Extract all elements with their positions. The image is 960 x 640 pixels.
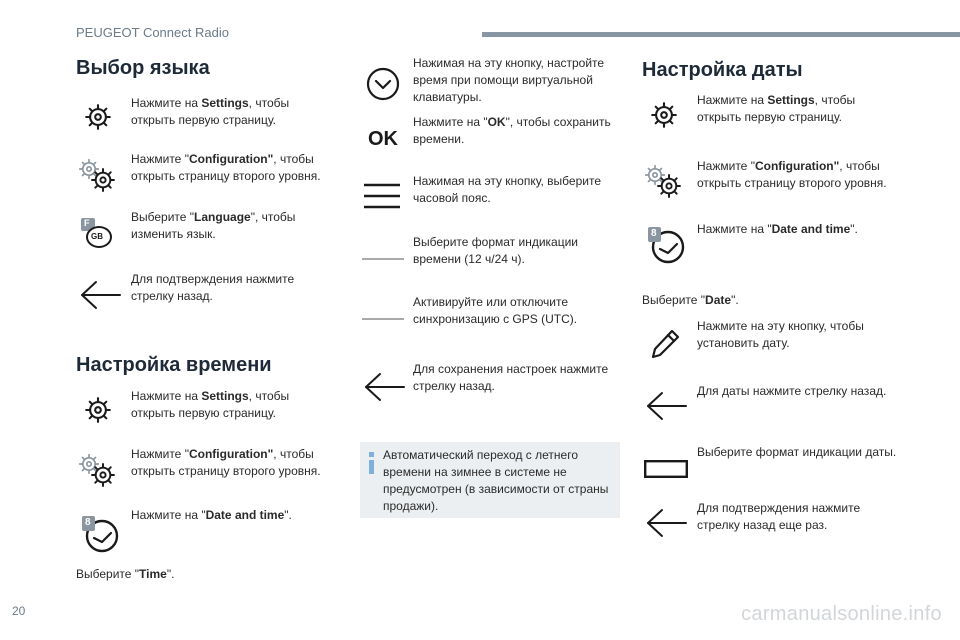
page-number: 20: [12, 604, 26, 618]
page-header-title: PEUGEOT Connect Radio: [76, 25, 229, 40]
pencil-icon: [648, 327, 682, 361]
back-arrow-icon: [362, 371, 406, 403]
header-bar: [482, 32, 960, 37]
toggle-line-icon: [362, 258, 404, 260]
ok-icon: OK: [368, 128, 398, 150]
date-step-5: Для даты нажмите стрелку назад.: [697, 384, 887, 398]
clock-8-icon: 8: [80, 514, 120, 554]
gear-icon: [650, 101, 678, 129]
rectangle-icon: [644, 460, 688, 478]
double-gear-icon: [78, 158, 118, 194]
gear-icon: [84, 103, 112, 131]
date-heading: Настройка даты: [642, 59, 803, 81]
date-step-1: Нажмите на Settings, чтобы открыть первую страницу.: [697, 93, 856, 124]
middle-step-5: Активируйте или отключите синхронизацию с GPS (UTC).: [413, 295, 578, 326]
back-arrow-icon: [644, 390, 688, 422]
toggle-line-icon: [362, 318, 404, 320]
watermark: carmanualsonline.info: [741, 603, 942, 625]
date-select-label: Выберите "Date".: [642, 293, 739, 307]
chevron-down-icon: [366, 67, 400, 101]
middle-step-6: Для сохранения настроек нажмите стрелку назад.: [413, 362, 609, 393]
date-step-3: Нажмите на "Date and time".: [697, 222, 858, 236]
menu-icon: [364, 183, 400, 209]
middle-step-2: Нажмите на "OK", чтобы сохранить времени.: [413, 115, 611, 146]
info-icon: [368, 452, 376, 474]
back-arrow-icon: [644, 507, 688, 539]
info-text: Автоматический переход с летнего времени на зимнее в системе не предусмотрен (в зависимости от страны продажи).: [383, 448, 609, 513]
time-step-2: Нажмите "Configuration", чтобы открыть страницу второго уровня.: [131, 447, 321, 478]
language-step-2: Нажмите "Configuration", чтобы открыть страницу второго уровня.: [131, 152, 321, 183]
language-step-1: Нажмите на Settings, чтобы открыть первую страницу.: [131, 96, 290, 127]
time-step-3: Нажмите на "Date and time".: [131, 508, 292, 522]
date-step-4: Нажмите на эту кнопку, чтобы установить дату.: [697, 319, 864, 350]
language-step-4: Для подтверждения нажмите стрелку назад.: [131, 272, 295, 303]
middle-step-3: Нажимая на эту кнопку, выберите часовой пояс.: [413, 174, 602, 205]
time-step-1: Нажмите на Settings, чтобы открыть первую страницу.: [131, 389, 290, 420]
language-step-3: Выберите "Language", чтобы изменить язык.: [131, 210, 296, 241]
double-gear-icon: [644, 164, 684, 200]
back-arrow-icon: [78, 279, 122, 311]
date-step-6: Выберите формат индикации даты.: [697, 445, 897, 459]
flag-fgb-icon: F GB: [80, 216, 114, 250]
time-select-label: Выберите "Time".: [76, 567, 175, 581]
time-heading: Настройка времени: [76, 354, 272, 376]
double-gear-icon: [78, 453, 118, 489]
date-step-2: Нажмите "Configuration", чтобы открыть страницу второго уровня.: [697, 159, 887, 190]
middle-step-1: Нажимая на эту кнопку, настройте время при помощи виртуальной клавиатуры.: [413, 56, 605, 104]
date-step-7: Для подтверждения нажмите стрелку назад еще раз.: [697, 501, 861, 532]
clock-8-icon: 8: [646, 225, 686, 265]
language-heading: Выбор языка: [76, 57, 210, 79]
gear-icon: [84, 396, 112, 424]
middle-step-4: Выберите формат индикации времени (12 ч/24 ч).: [413, 235, 578, 266]
